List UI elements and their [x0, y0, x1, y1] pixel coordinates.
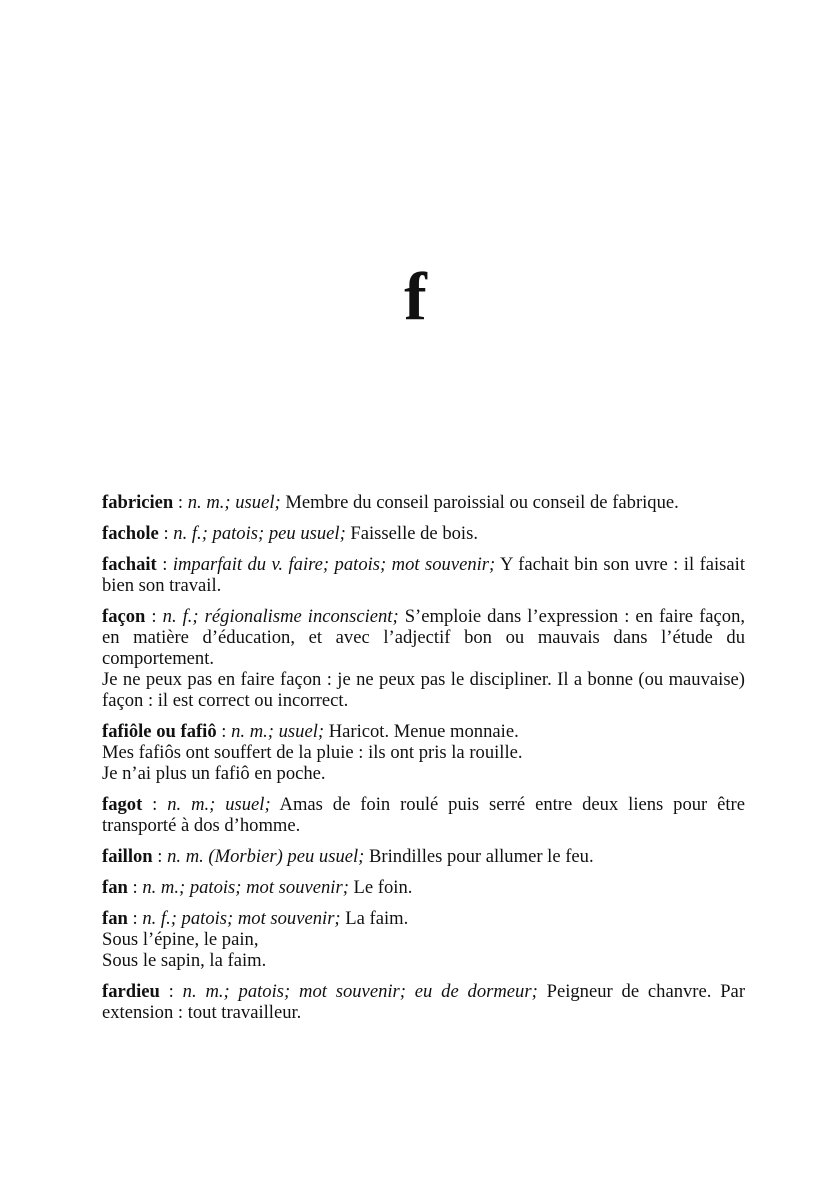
entry-separator: : — [152, 846, 168, 867]
entry-definition-text: Le foin. — [348, 877, 413, 898]
entry-grammar: n. m.; patois; mot souvenir; — [142, 877, 349, 898]
entry-definition — [102, 523, 745, 544]
entry-definition-text: Y fachait bin son uvre : il faisait bien son travail. — [102, 554, 746, 596]
entry-grammar: n. m.; usuel; — [187, 492, 281, 513]
entry-headword: fan — [102, 908, 128, 929]
entry-definition-text: Membre du conseil paroissial ou conseil de fabrique. — [280, 492, 679, 513]
entry-definition-text: Faisselle de bois. — [345, 523, 478, 544]
entry-definition — [102, 721, 745, 742]
dictionary-entry — [102, 721, 745, 784]
entries-list — [102, 492, 745, 1033]
entry-definition — [102, 908, 745, 929]
dictionary-entry — [102, 606, 745, 711]
entry-separator: : — [159, 981, 183, 1002]
entry-separator: : — [216, 721, 232, 742]
entry-separator: : — [142, 794, 168, 815]
entry-definition-text: Peigneur de chanvre. Par extension : tout travailleur. — [102, 981, 746, 1023]
entry-grammar: n. m.; patois; mot souvenir; eu de dormeur; — [182, 981, 538, 1002]
entry-grammar: n. f.; patois; mot souvenir; — [142, 908, 341, 929]
entry-separator: : — [127, 877, 143, 898]
entry-headword: fan — [102, 877, 128, 898]
entry-grammar: n. m.; usuel; — [167, 794, 271, 815]
entry-definition — [102, 794, 745, 836]
entry-grammar: n. m. (Morbier) peu usuel; — [167, 846, 365, 867]
entry-definition-text: S’emploie dans l’expression : en faire façon, en matière d’éducation, et avec l’adjectif bon ou mauvais dans l’étude du comportement. — [102, 606, 746, 669]
entry-headword: fardieu — [102, 981, 160, 1002]
entry-definition — [102, 492, 745, 513]
entry-definition — [102, 554, 745, 596]
dictionary-entry — [102, 554, 745, 596]
entry-separator: : — [145, 606, 163, 627]
entry-headword: fabricien — [102, 492, 174, 513]
section-letter: f — [404, 258, 427, 334]
entry-definition — [102, 877, 745, 898]
dictionary-entry — [102, 492, 745, 513]
entry-definition — [102, 981, 745, 1023]
entry-separator: : — [127, 908, 143, 929]
entry-separator: : — [173, 492, 188, 513]
entry-grammar: n. f.; patois; peu usuel; — [173, 523, 346, 544]
entry-separator: : — [158, 523, 174, 544]
entry-headword: fagot — [102, 794, 143, 815]
entry-example: Je n’ai plus un fafiô en poche. — [102, 763, 326, 784]
entry-headword: fachole — [102, 523, 159, 544]
entry-example: Mes fafiôs ont souffert de la pluie : ils ont pris la rouille. — [102, 742, 523, 763]
entry-definition-text: La faim. — [340, 908, 409, 929]
entry-separator: : — [156, 554, 173, 575]
entry-definition — [102, 846, 745, 867]
entry-example: Sous le sapin, la faim. — [102, 950, 267, 971]
dictionary-entry — [102, 794, 745, 836]
dictionary-entry — [102, 908, 745, 971]
entry-example: Sous l’épine, le pain, — [102, 929, 259, 950]
entry-headword: fafiôle ou fafiô — [102, 721, 217, 742]
entry-grammar: imparfait du v. faire; patois; mot souvenir; — [172, 554, 496, 575]
entry-grammar: n. m.; usuel; — [231, 721, 325, 742]
entry-headword: faillon — [102, 846, 153, 867]
entry-grammar: n. f.; régionalisme inconscient; — [162, 606, 399, 627]
dictionary-entry — [102, 846, 745, 867]
dictionary-entry — [102, 523, 745, 544]
dictionary-entry — [102, 877, 745, 898]
entry-example: Je ne peux pas en faire façon : je ne peux pas le discipliner. Il a bonne (ou mauvaise) façon : il est correct ou incorrect. — [102, 669, 745, 711]
entry-definition — [102, 606, 745, 669]
entry-definition-text: Haricot. Menue monnaie. — [324, 721, 519, 742]
entry-headword: façon — [102, 606, 146, 627]
entry-headword: fachait — [102, 554, 157, 575]
dictionary-entry — [102, 981, 745, 1023]
entry-definition-text: Brindilles pour allumer le feu. — [364, 846, 594, 867]
entry-definition-text: Amas de foin roulé puis serré entre deux liens pour être transporté à dos d’homme. — [102, 794, 745, 836]
